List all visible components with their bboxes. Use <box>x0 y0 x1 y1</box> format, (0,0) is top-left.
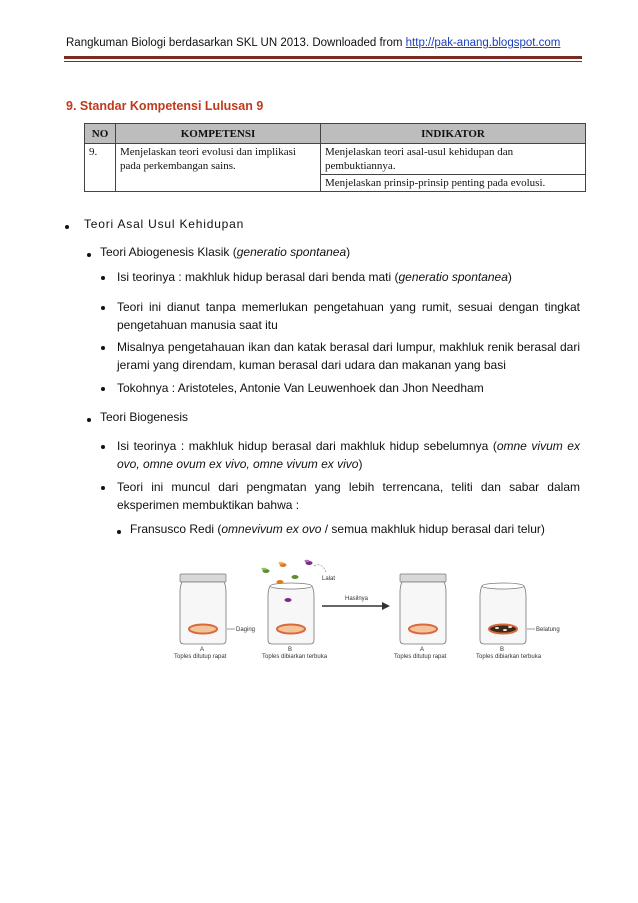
bullet-dot <box>87 253 91 257</box>
abiogenesis-point-2: Teori ini dianut tanpa memerlukan pengetahuan yang rumit, sesuai dengan tingkat pengetahuan manusia saat itu <box>117 300 580 332</box>
abiogenesis-point-1 <box>117 268 580 286</box>
biogenesis-title: Teori Biogenesis <box>100 410 189 424</box>
cell-indikator-1: Menjelaskan teori asal-usul kehidupan dan pembuktiannya. <box>321 144 586 175</box>
cell-no: 9. <box>85 144 116 192</box>
label-daging: Daging <box>236 627 256 633</box>
result-arrow-icon <box>322 602 390 610</box>
meat-icon <box>277 625 305 634</box>
bullet-dot <box>101 306 105 310</box>
bullet-dot <box>65 225 69 229</box>
col-header-no: NO <box>85 124 116 144</box>
fly-icon <box>305 560 313 565</box>
label-a2: A <box>420 647 425 653</box>
bio-b1-italic: omne vivum ex ovo, omne ovum ex vivo, omne vivum ex vivo <box>117 439 580 471</box>
fly-icon <box>262 568 270 573</box>
redi-italic: omnevivum ex ovo <box>221 522 322 536</box>
caption-open-2: Toples dibiarkan terbuka <box>476 654 542 660</box>
cell-indikator-2: Menjelaskan prinsip-prinsip penting pada evolusi. <box>321 175 586 192</box>
label-hasilnya: Hasilnya <box>345 596 369 602</box>
section-title: 9. Standar Kompetensi Lulusan 9 <box>66 99 264 113</box>
meat-with-maggots-icon <box>489 625 517 634</box>
label-b1: B <box>288 647 293 653</box>
bullet-dot <box>101 346 105 350</box>
header-text: Rangkuman Biologi berdasarkan SKL UN 2013. Downloaded from <box>66 37 406 49</box>
bullet-dot <box>101 276 105 280</box>
abiogenesis-title-prefix: Teori Abiogenesis Klasik ( <box>100 245 237 259</box>
meat-icon <box>409 625 437 634</box>
biogenesis-point-2: Teori ini muncul dari pengmatan yang lebih terrencana, teliti dan sabar dalam eksperimen membuktikan bahwa : <box>117 480 580 512</box>
caption-closed-2: Toples ditutup rapat <box>394 654 447 660</box>
abiogenesis-point-4: Tokohnya : Aristoteles, Antonie Van Leuwenhoek dan Jhon Needham <box>117 381 484 395</box>
bio-b1-suffix: ) <box>358 457 363 471</box>
table-row <box>85 144 586 175</box>
bio-b1-prefix: Isi teorinya : makhluk hidup berasal dari makhluk hidup sebelumnya ( <box>117 439 497 453</box>
jar-closed-a1 <box>180 574 226 644</box>
competency-table <box>84 123 586 192</box>
label-a1: A <box>200 647 205 653</box>
fly-icon <box>279 562 287 567</box>
abiogenesis-title-italic: generatio spontanea <box>236 245 347 259</box>
label-b2: B <box>500 647 505 653</box>
jar-open-b2 <box>480 583 526 644</box>
meat-icon <box>189 625 217 634</box>
fly-icon <box>292 575 299 579</box>
caption-closed-1: Toples ditutup rapat <box>174 654 227 660</box>
biogenesis-point-1 <box>117 437 580 473</box>
page-header <box>66 37 560 49</box>
jar-closed-a2 <box>400 574 446 644</box>
fly-icon <box>277 580 284 584</box>
redi-experiment-figure <box>170 556 570 660</box>
abio-b1-italic: generatio spontanea <box>398 270 508 284</box>
header-rule-thin <box>64 61 582 62</box>
redi-prefix: Fransusco Redi ( <box>130 522 222 536</box>
label-lalat: Lalat <box>322 576 336 582</box>
abiogenesis-title <box>100 245 350 259</box>
table-header-row <box>85 124 586 144</box>
cell-kompetensi: Menjelaskan teori evolusi dan implikasi pada perkembangan sains. <box>116 144 321 192</box>
col-header-kompetensi: KOMPETENSI <box>116 124 321 144</box>
col-header-indikator: INDIKATOR <box>321 124 586 144</box>
label-belatung: Belatung <box>536 627 560 633</box>
bullet-dot <box>101 387 105 391</box>
abiogenesis-title-suffix: ) <box>346 245 351 259</box>
header-link[interactable]: http://pak-anang.blogspot.com <box>405 37 561 49</box>
header-rule-thick <box>64 56 582 59</box>
abio-b1-prefix: Isi teorinya : makhluk hidup berasal dari benda mati ( <box>117 270 399 284</box>
caption-open-1: Toples dibiarkan terbuka <box>262 654 328 660</box>
bullet-dot <box>101 486 105 490</box>
abiogenesis-point-3: Misalnya pengetahauan ikan dan katak berasal dari lumpur, makhluk renik berasal dari jerami yang direndam, kuman berasal dari udara dan makanan yang basi <box>117 340 580 372</box>
topic-title: Teori Asal Usul Kehidupan <box>84 217 245 231</box>
abio-b1-suffix: ) <box>507 270 512 284</box>
bullet-dot <box>101 445 105 449</box>
lalat-pointer <box>314 565 326 572</box>
jar-open-b1 <box>268 583 314 644</box>
bullet-dot <box>117 530 121 534</box>
bullet-dot <box>87 418 91 422</box>
redi-point <box>130 522 545 536</box>
fly-icon <box>285 598 292 602</box>
redi-suffix: / semua makhluk hidup berasal dari telur) <box>321 522 545 536</box>
